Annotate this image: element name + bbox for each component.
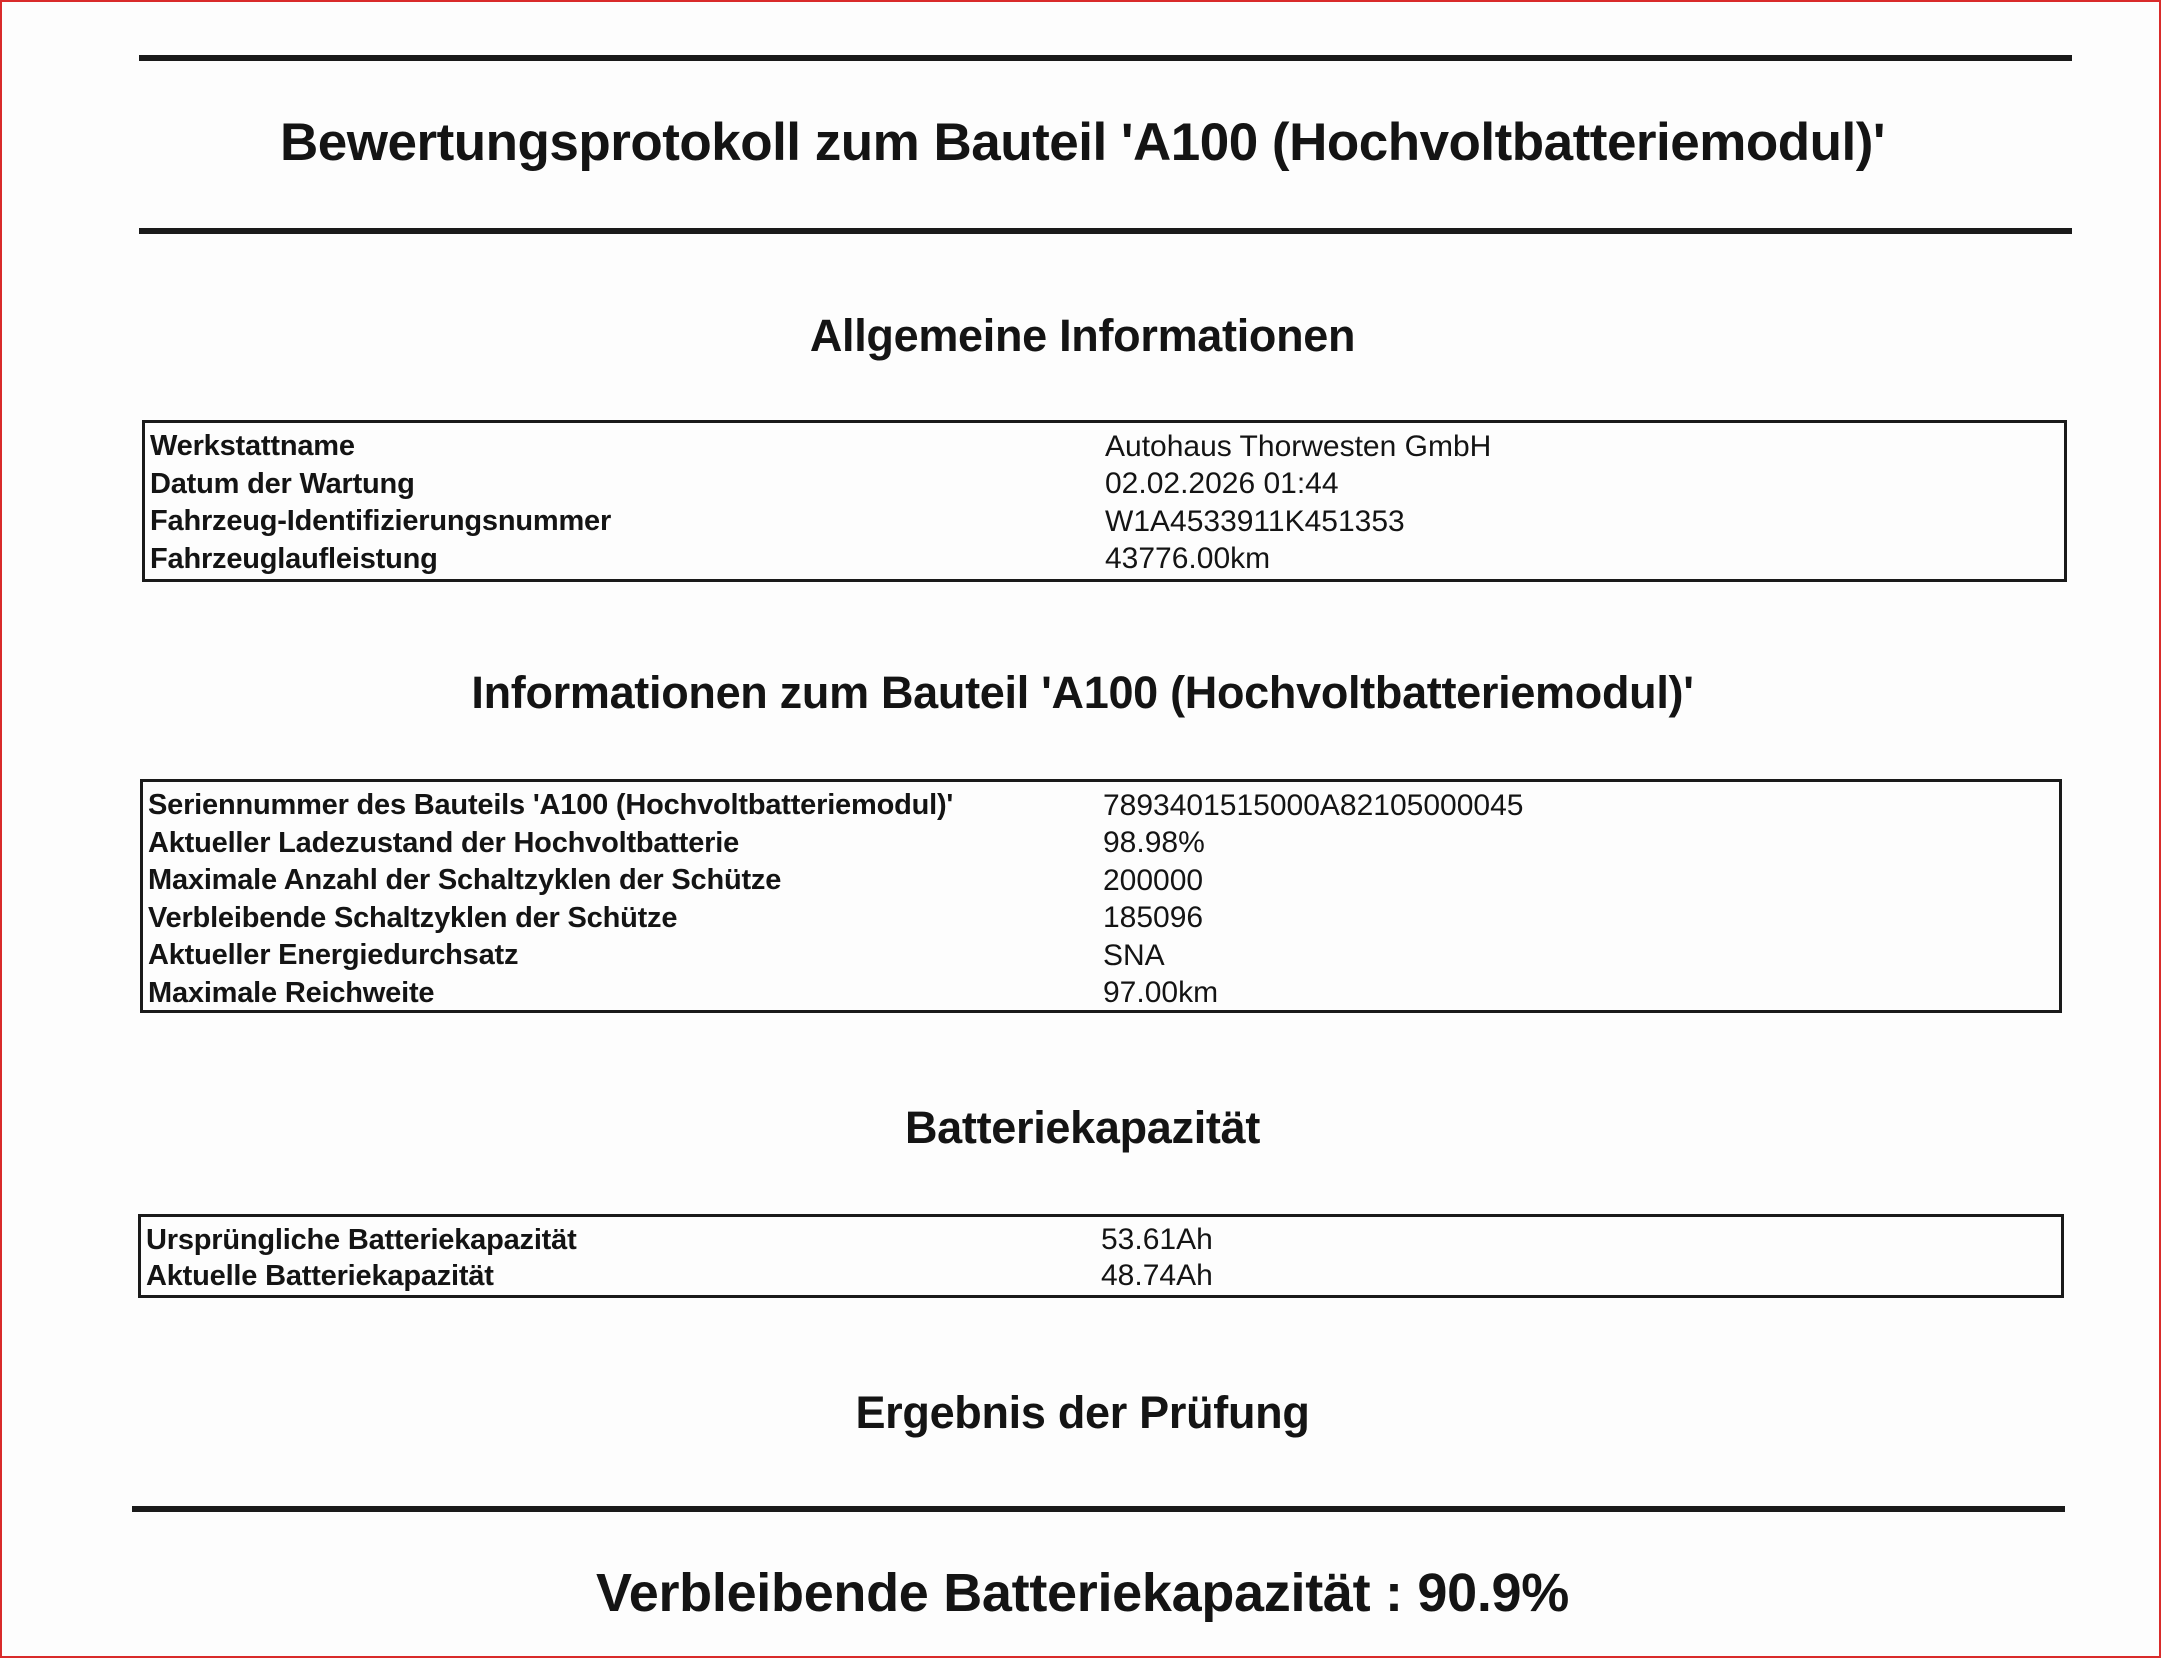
component-info-table: [140, 779, 2062, 1013]
top-rule: [139, 55, 2072, 61]
test-result-heading: Ergebnis der Prüfung: [855, 1387, 1310, 1438]
row-value: 53.61Ah: [1101, 1223, 1213, 1256]
row-label: Aktueller Energiedurchsatz: [148, 939, 519, 972]
result-rule: [132, 1506, 2065, 1512]
row-value: 7893401515000A82105000045: [1103, 788, 1524, 822]
row-value: 02.02.2026 01:44: [1105, 467, 1339, 501]
table-row: [143, 787, 2059, 825]
row-value: Autohaus Thorwesten GmbH: [1105, 429, 1492, 463]
table-row: [143, 937, 2059, 975]
title-underline-rule: [139, 228, 2072, 234]
row-label: Maximale Reichweite: [148, 976, 435, 1009]
table-row: [141, 1222, 2061, 1258]
table-row: [141, 1258, 2061, 1294]
row-value: 200000: [1103, 863, 1204, 897]
remaining-capacity-result: Verbleibende Batteriekapazität : 90.9%: [596, 1563, 1569, 1623]
general-info-table: [142, 420, 2067, 582]
table-row: [145, 466, 2064, 504]
table-row: [143, 975, 2059, 1013]
row-label: Verbleibende Schaltzyklen der Schütze: [148, 901, 678, 934]
table-row: [145, 503, 2064, 541]
row-label: Seriennummer des Bauteils 'A100 (Hochvoltbatteriemodul)': [148, 789, 954, 822]
row-value: W1A4533911K451353: [1105, 504, 1405, 538]
row-value: 98.98%: [1103, 826, 1205, 860]
row-label: Datum der Wartung: [150, 467, 415, 500]
row-label: Maximale Anzahl der Schaltzyklen der Schütze: [148, 864, 782, 897]
row-label: Fahrzeug-Identifizierungsnummer: [150, 505, 612, 538]
battery-capacity-table: [138, 1214, 2064, 1298]
table-row: [143, 900, 2059, 938]
row-label: Fahrzeuglaufleistung: [150, 542, 438, 575]
general-info-heading: Allgemeine Informationen: [809, 310, 1356, 361]
table-row: [143, 862, 2059, 900]
row-label: Aktueller Ladezustand der Hochvoltbatterie: [148, 826, 740, 859]
component-info-heading: Informationen zum Bauteil 'A100 (Hochvoltbatteriemodul)': [471, 667, 1694, 718]
row-value: 97.00km: [1103, 976, 1219, 1010]
row-label: Ursprüngliche Batteriekapazität: [146, 1223, 577, 1256]
battery-capacity-heading: Batteriekapazität: [904, 1102, 1261, 1153]
table-row: [145, 428, 2064, 466]
row-value: 185096: [1103, 901, 1204, 935]
row-value: 48.74Ah: [1101, 1259, 1213, 1292]
table-row: [143, 825, 2059, 863]
table-row: [145, 541, 2064, 579]
row-label: Aktuelle Batteriekapazität: [146, 1259, 494, 1292]
row-value: 43776.00km: [1105, 542, 1271, 576]
document-title: Bewertungsprotokoll zum Bauteil 'A100 (Hochvoltbatteriemodul)': [280, 113, 1885, 172]
row-label: Werkstattname: [150, 430, 355, 463]
row-value: SNA: [1103, 938, 1165, 972]
